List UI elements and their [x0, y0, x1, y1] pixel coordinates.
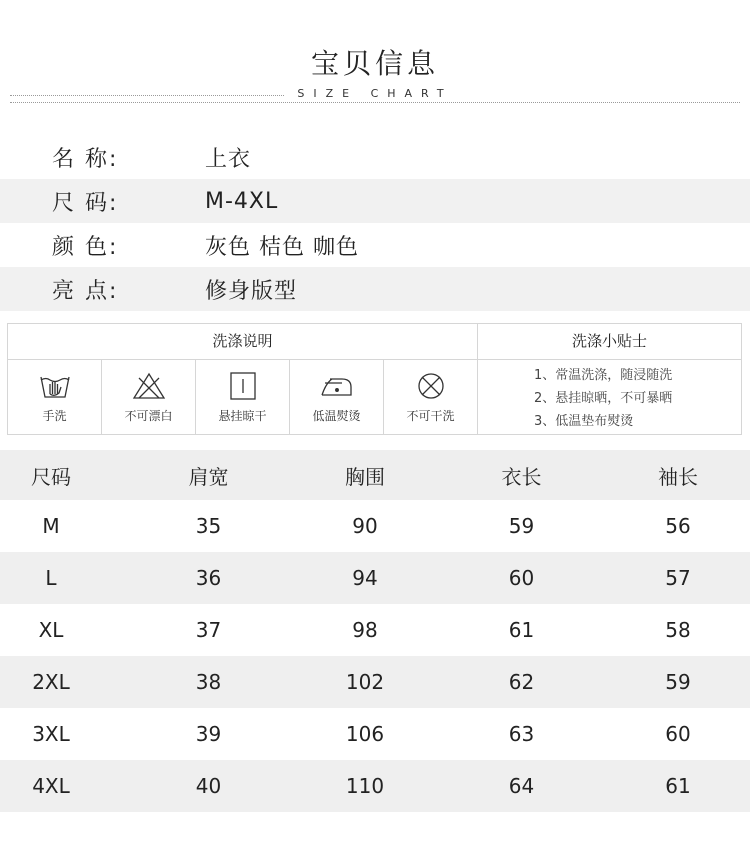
product-info [0, 135, 750, 311]
table-cell: 110 [345, 774, 385, 798]
table-cell: 63 [508, 722, 535, 746]
hang-dry-icon [226, 371, 260, 401]
care-item-hand-wash [8, 360, 102, 434]
table-cell: M [42, 514, 60, 538]
column-header: 肩宽 [188, 464, 229, 489]
no-tumble-dry-icon [414, 371, 448, 401]
table-row [0, 656, 750, 708]
care-label: 不可干洗 [406, 408, 455, 423]
table-cell: 59 [508, 514, 535, 538]
care-item-hang-dry [196, 360, 290, 434]
tips-list [478, 360, 741, 433]
page-title: 宝贝信息 [310, 47, 439, 80]
table-cell: 3XL [32, 722, 70, 746]
care-item-no-bleach [102, 360, 196, 434]
table-cell: 58 [665, 618, 691, 642]
care-panel [7, 323, 742, 435]
table-header-row [0, 450, 750, 500]
dotted-divider [10, 102, 740, 103]
table-cell: XL [38, 618, 64, 642]
table-cell: 56 [665, 514, 691, 538]
table-row [0, 708, 750, 760]
tip-item: 1、常温洗涤，随浸随洗 [534, 368, 673, 383]
info-row-highlight [0, 267, 750, 311]
care-item-no-dry-clean [384, 360, 477, 434]
table-row [0, 760, 750, 812]
table-cell: 39 [195, 722, 222, 746]
no-bleach-icon [132, 371, 166, 401]
table-cell: 40 [195, 774, 222, 798]
info-label: 尺 码: [52, 190, 119, 216]
tip-item: 3、低温垫布熨烫 [534, 414, 634, 429]
table-cell: 94 [352, 566, 378, 590]
table-cell: 64 [508, 774, 535, 798]
info-label: 名 称: [52, 146, 119, 172]
table-cell: 57 [665, 566, 691, 590]
care-label: 手洗 [42, 408, 67, 423]
info-label: 颜 色: [52, 234, 119, 260]
low-iron-icon [320, 371, 354, 401]
info-row-color [0, 223, 750, 267]
table-cell: 37 [195, 618, 222, 642]
table-cell: 90 [352, 514, 378, 538]
page-subtitle: SIZE CHART [297, 87, 453, 100]
wash-tips [478, 324, 741, 434]
table-cell: 98 [352, 618, 378, 642]
hand-wash-icon [38, 371, 72, 401]
care-icons [8, 360, 477, 434]
table-row [0, 500, 750, 552]
table-cell: 4XL [32, 774, 70, 798]
info-value: 修身版型 [205, 278, 298, 304]
table-cell: 35 [195, 514, 222, 538]
table-cell: L [45, 566, 57, 590]
info-row-name [0, 135, 750, 179]
size-table [0, 450, 750, 812]
table-row [0, 604, 750, 656]
wash-tips-title: 洗涤小贴士 [478, 324, 741, 360]
care-label: 悬挂晾干 [218, 408, 267, 423]
table-cell: 60 [665, 722, 691, 746]
table-cell: 62 [508, 670, 535, 694]
column-header: 衣长 [501, 464, 542, 489]
wash-instructions [8, 324, 478, 434]
table-cell: 61 [665, 774, 691, 798]
info-label: 亮 点: [52, 278, 119, 304]
table-cell: 102 [345, 670, 385, 694]
table-cell: 36 [195, 566, 222, 590]
column-header: 胸围 [345, 464, 385, 489]
tip-item: 2、悬挂晾晒，不可暴晒 [534, 391, 673, 406]
info-value: 灰色 桔色 咖色 [205, 234, 359, 260]
table-cell: 106 [345, 722, 385, 746]
care-label: 低温熨烫 [312, 408, 361, 423]
table-cell: 38 [195, 670, 222, 694]
info-value: 上衣 [205, 146, 252, 172]
info-value: M-4XL [205, 188, 279, 214]
table-cell: 2XL [32, 670, 70, 694]
care-item-low-iron [290, 360, 384, 434]
table-cell: 59 [665, 670, 691, 694]
size-chart-header [0, 0, 750, 110]
column-header: 袖长 [658, 464, 698, 489]
column-header: 尺码 [31, 464, 71, 489]
table-cell: 61 [508, 618, 535, 642]
care-label: 不可漂白 [124, 408, 173, 423]
info-row-size [0, 179, 750, 223]
table-cell: 60 [508, 566, 535, 590]
table-row [0, 552, 750, 604]
wash-instructions-title: 洗涤说明 [8, 324, 477, 360]
